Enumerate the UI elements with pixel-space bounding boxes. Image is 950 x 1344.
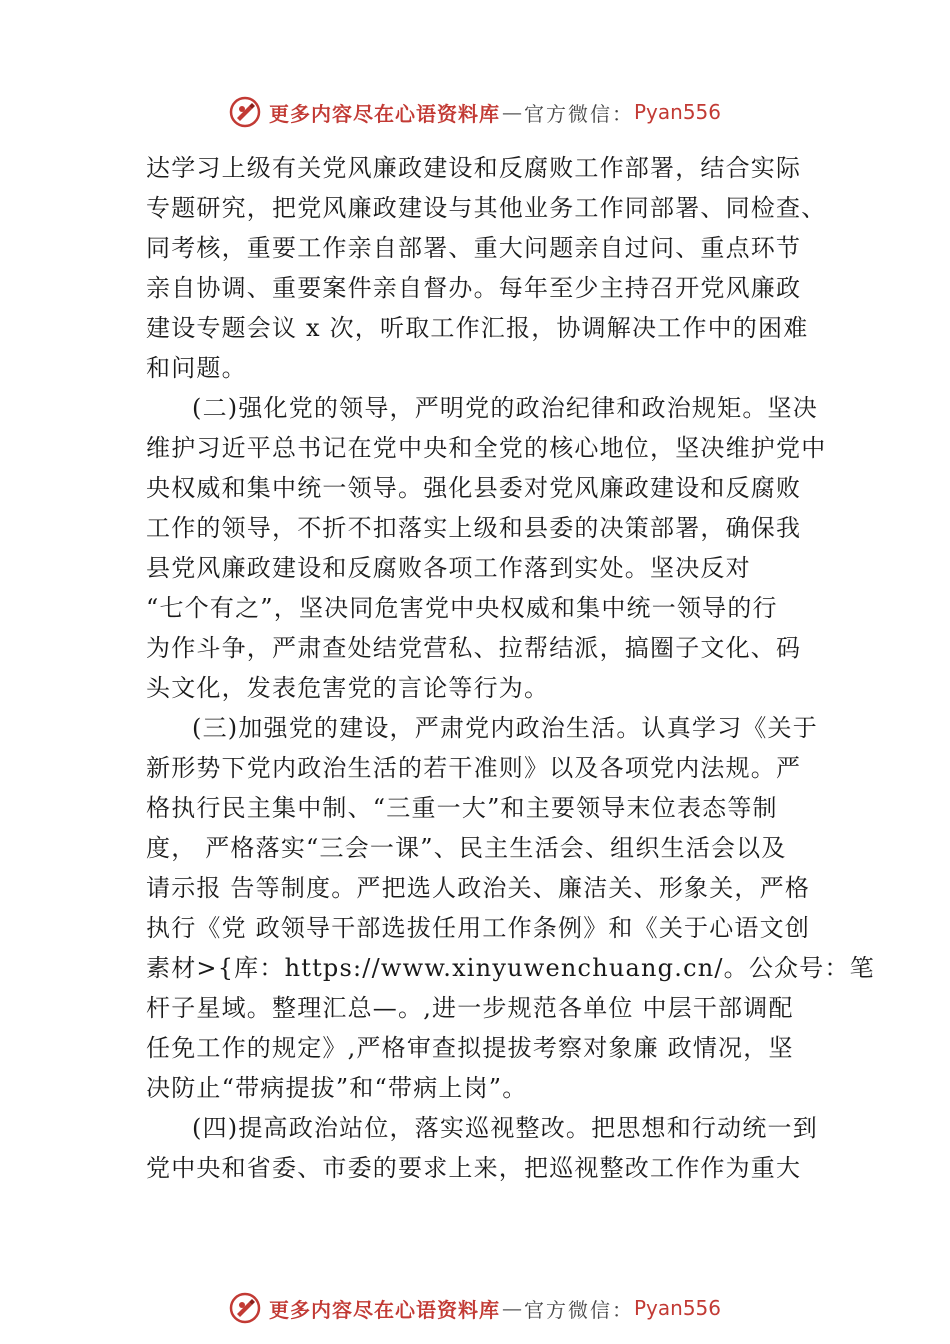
text-line: 素材>{库：https://www.xinyuwenchuang.cn/。公众号：笔 [146, 954, 875, 982]
header-wechat-label: 官方微信： [523, 101, 634, 126]
text-line: 专题研究，把党风廉政建设与其他业务工作同部署、同检查、 [146, 194, 827, 222]
document-body [146, 148, 875, 1188]
text-line: 执行《党 政领导干部选拔任用工作条例》和《关于心语文创 [146, 914, 811, 942]
text-line: “七个有之”，坚决同危害党中央权威和集中统一领导的行 [146, 594, 778, 622]
header-separator: — [501, 100, 522, 124]
text-line: 头文化，发表危害党的言论等行为。 [146, 674, 550, 702]
text-line: 度， 严格落实“三会一课”、民主生活会、组织生活会以及 [146, 834, 787, 862]
footer-separator: — [501, 1296, 522, 1320]
paragraph-first-line: (三)加强党的建设，严肃党内政治生活。认真学习《关于 [192, 714, 818, 742]
text-line: 格执行民主集中制、“三重一大”和主要领导末位表态等制 [146, 794, 778, 822]
text-line: 新形势下党内政治生活的若干准则》以及各项党内法规。严 [146, 754, 802, 782]
paragraph-first-line: (四)提高政治站位，落实巡视整改。把思想和行动统一到 [192, 1114, 818, 1142]
header-wechat-id: Pyan556 [633, 100, 721, 124]
text-line: 请示报 告等制度。严把选人政治关、廉洁关、形象关，严格 [146, 874, 811, 902]
footer-wechat-id: Pyan556 [633, 1296, 721, 1320]
footer-wechat-label: 官方微信： [523, 1297, 634, 1322]
text-line: 维护习近平总书记在党中央和全党的核心地位，坚决维护党中 [146, 434, 827, 462]
paragraph-first-line: (二)强化党的领导，严明党的政治纪律和政治规矩。坚决 [192, 394, 818, 422]
text-line: 建设专题会议 x 次，听取工作汇报，协调解决工作中的困难 [146, 314, 809, 342]
text-line: 工作的领导，不折不扣落实上级和县委的决策部署，确保我 [146, 514, 802, 542]
brand-logo-icon [229, 96, 261, 128]
page-header-banner [0, 92, 950, 132]
text-line: 杆子星域。整理汇总—。,进一步规范各单位 中层干部调配 [146, 994, 794, 1022]
text-line: 央权威和集中统一领导。强化县委对党风廉政建设和反腐败 [146, 474, 802, 502]
footer-brand-text: 更多内容尽在心语资料库 [268, 1297, 500, 1322]
page-footer-banner [0, 1288, 950, 1328]
text-line: 亲自协调、重要案件亲自督办。每年至少主持召开党风廉政 [146, 274, 802, 302]
text-line: 达学习上级有关党风廉政建设和反腐败工作部署，结合实际 [146, 154, 802, 182]
header-brand-text: 更多内容尽在心语资料库 [268, 101, 500, 126]
text-line: 党中央和省委、市委的要求上来，把巡视整改工作作为重大 [146, 1154, 802, 1182]
text-line: 为作斗争，严肃查处结党营私、拉帮结派，搞圈子文化、码 [146, 634, 802, 662]
text-line: 和问题。 [146, 354, 247, 382]
text-line: 同考核，重要工作亲自部署、重大问题亲自过问、重点环节 [146, 234, 802, 262]
text-line: 决防止“带病提拔”和“带病上岗”。 [146, 1074, 528, 1102]
brand-logo-icon [229, 1292, 261, 1324]
text-line: 任免工作的规定》,严格审查拟提拔考察对象廉 政情况，坚 [146, 1034, 794, 1062]
text-line: 县党风廉政建设和反腐败各项工作落到实处。坚决反对 [146, 554, 751, 582]
